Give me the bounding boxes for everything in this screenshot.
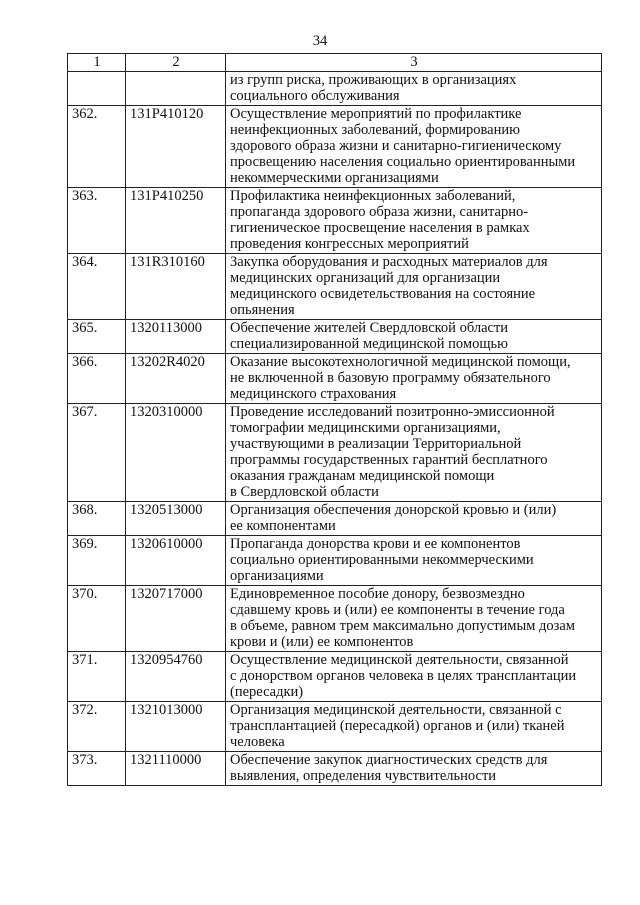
description-line: Осуществление медицинской деятельности, связанной bbox=[230, 652, 569, 668]
code-cell: 1320113000 bbox=[126, 320, 226, 354]
continuation-row bbox=[68, 72, 602, 106]
description-cell bbox=[226, 702, 602, 752]
table-row bbox=[68, 106, 602, 188]
code-cell: 131P410250 bbox=[126, 188, 226, 254]
table-row bbox=[68, 536, 602, 586]
page-number: 34 bbox=[312, 33, 328, 49]
description-cell bbox=[226, 536, 602, 586]
code-cell bbox=[126, 72, 226, 106]
description-cell bbox=[226, 752, 602, 786]
row-number-cell: 367. bbox=[68, 404, 126, 502]
budget-code-table bbox=[67, 53, 602, 786]
description-line: Обеспечение закупок диагностических средств для bbox=[230, 752, 548, 768]
description-line: пропаганда здорового образа жизни, санитарно- bbox=[230, 204, 529, 220]
description-line: медицинского страхования bbox=[230, 386, 397, 402]
table-row bbox=[68, 254, 602, 320]
description-line: Проведение исследований позитронно-эмиссионной bbox=[230, 404, 555, 420]
description-line: организациями bbox=[230, 568, 324, 584]
table-row bbox=[68, 586, 602, 652]
description-line: участвующими в реализации Территориальной bbox=[230, 436, 522, 452]
description-line: просвещению населения социально ориентированными bbox=[230, 154, 576, 170]
code-cell: 1321110000 bbox=[126, 752, 226, 786]
description-cell bbox=[226, 188, 602, 254]
description-line: (пересадки) bbox=[230, 684, 304, 700]
row-number-cell: 370. bbox=[68, 586, 126, 652]
code-cell: 1320717000 bbox=[126, 586, 226, 652]
description-line: с донорством органов человека в целях трансплантации bbox=[230, 668, 577, 684]
description-line: социального обслуживания bbox=[230, 88, 400, 104]
description-line: гигиеническое просвещение населения в рамках bbox=[230, 220, 530, 236]
row-number-cell: 372. bbox=[68, 702, 126, 752]
header-row bbox=[68, 54, 602, 72]
description-line: крови и (или) ее компонентов bbox=[230, 634, 414, 650]
table-row bbox=[68, 320, 602, 354]
description-cell bbox=[226, 502, 602, 536]
description-line: медицинских организаций для организации bbox=[230, 270, 501, 286]
table-row bbox=[68, 652, 602, 702]
table-row bbox=[68, 404, 602, 502]
row-number-cell: 363. bbox=[68, 188, 126, 254]
code-cell: 13202R4020 bbox=[126, 354, 226, 404]
description-line: проведения конгрессных мероприятий bbox=[230, 236, 469, 252]
code-cell: 131P410120 bbox=[126, 106, 226, 188]
code-cell: 1321013000 bbox=[126, 702, 226, 752]
description-cell bbox=[226, 106, 602, 188]
code-cell: 131R310160 bbox=[126, 254, 226, 320]
code-cell: 1320513000 bbox=[126, 502, 226, 536]
description-line: сдавшему кровь и (или) ее компоненты в течение года bbox=[230, 602, 565, 618]
description-line: социально ориентированными некоммерческими bbox=[230, 552, 534, 568]
row-number-cell: 369. bbox=[68, 536, 126, 586]
description-line: специализированной медицинской помощью bbox=[230, 336, 508, 352]
row-number-cell: 364. bbox=[68, 254, 126, 320]
description-line: выявления, определения чувствительности bbox=[230, 768, 497, 784]
description-line: медицинского освидетельствования на состояние bbox=[230, 286, 536, 302]
description-cell bbox=[226, 652, 602, 702]
description-line: томографии медицинскими организациями, bbox=[230, 420, 501, 436]
description-line: человека bbox=[230, 734, 285, 750]
description-cell bbox=[226, 72, 602, 106]
code-cell: 1320954760 bbox=[126, 652, 226, 702]
table-row bbox=[68, 502, 602, 536]
table-row bbox=[68, 188, 602, 254]
table-header bbox=[68, 54, 602, 72]
description-line: Пропаганда донорства крови и ее компонентов bbox=[230, 536, 521, 552]
description-line: оказания гражданам медицинской помощи bbox=[230, 468, 495, 484]
header-col-1: 1 bbox=[68, 54, 126, 72]
header-col-3: 3 bbox=[226, 54, 602, 72]
description-cell bbox=[226, 320, 602, 354]
table-row bbox=[68, 354, 602, 404]
description-line: Профилактика неинфекционных заболеваний, bbox=[230, 188, 516, 204]
row-number-cell: 365. bbox=[68, 320, 126, 354]
row-number-cell: 371. bbox=[68, 652, 126, 702]
description-line: Единовременное пособие донору, безвозмездно bbox=[230, 586, 525, 602]
description-cell bbox=[226, 404, 602, 502]
header-col-2: 2 bbox=[126, 54, 226, 72]
row-number-cell: 362. bbox=[68, 106, 126, 188]
description-line: Обеспечение жителей Свердловской области bbox=[230, 320, 509, 336]
table-row bbox=[68, 702, 602, 752]
row-number-cell: 368. bbox=[68, 502, 126, 536]
description-line: опьянения bbox=[230, 302, 295, 318]
description-line: трансплантацией (пересадкой) органов и (или) тканей bbox=[230, 718, 565, 734]
description-line: не включенной в базовую программу обязательного bbox=[230, 370, 551, 386]
table-body bbox=[68, 72, 602, 786]
description-line: Закупка оборудования и расходных материалов для bbox=[230, 254, 548, 270]
description-line: здорового образа жизни и санитарно-гигиеническому bbox=[230, 138, 562, 154]
description-cell bbox=[226, 586, 602, 652]
description-line: неинфекционных заболеваний, формированию bbox=[230, 122, 520, 138]
description-line: некоммерческими организациями bbox=[230, 170, 439, 186]
description-line: в Свердловской области bbox=[230, 484, 379, 500]
description-line: в объеме, равном трем максимально допустимым дозам bbox=[230, 618, 575, 634]
row-number-cell: 366. bbox=[68, 354, 126, 404]
description-cell bbox=[226, 354, 602, 404]
description-line: программы государственных гарантий бесплатного bbox=[230, 452, 548, 468]
description-line: Организация обеспечения донорской кровью и (или) bbox=[230, 502, 557, 518]
row-number-cell: 373. bbox=[68, 752, 126, 786]
description-line: Осуществление мероприятий по профилактике bbox=[230, 106, 522, 122]
code-cell: 1320610000 bbox=[126, 536, 226, 586]
description-cell bbox=[226, 254, 602, 320]
description-line: ее компонентами bbox=[230, 518, 336, 534]
code-cell: 1320310000 bbox=[126, 404, 226, 502]
description-line: Организация медицинской деятельности, связанной с bbox=[230, 702, 562, 718]
row-number-cell bbox=[68, 72, 126, 106]
table-row bbox=[68, 752, 602, 786]
description-line: из групп риска, проживающих в организациях bbox=[230, 72, 517, 88]
description-line: Оказание высокотехнологичной медицинской помощи, bbox=[230, 354, 571, 370]
